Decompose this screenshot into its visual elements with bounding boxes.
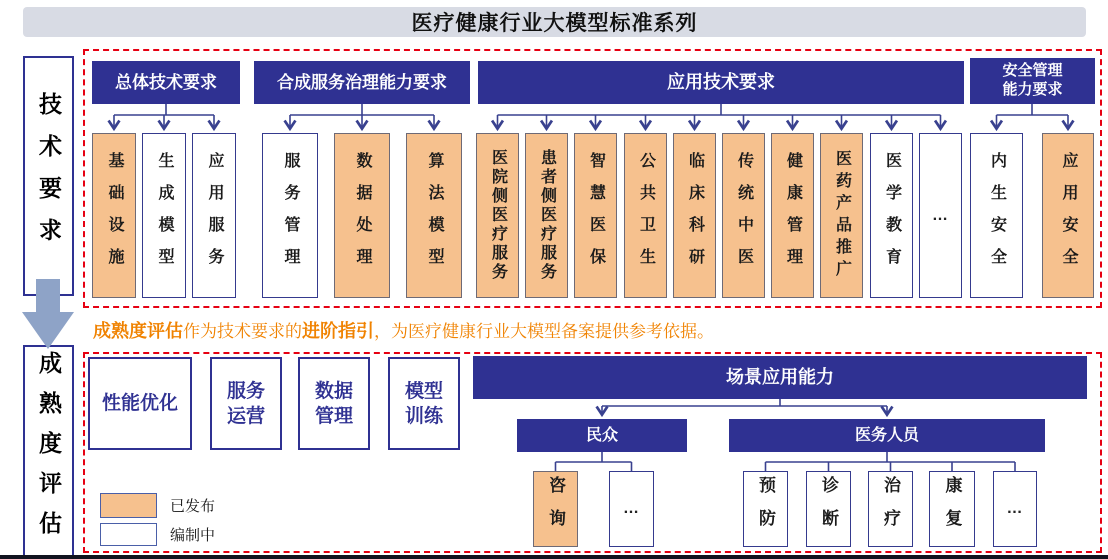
standard-box-clinical-research (673, 133, 716, 298)
standard-box-algorithm-model (406, 133, 462, 298)
standard-box-label: 应用安全 (1060, 151, 1077, 280)
scene-box-label: 康复 (942, 476, 962, 542)
standard-box-application-service (192, 133, 236, 298)
standard-box-intrinsic-security (970, 133, 1023, 298)
standard-box-infrastructure (92, 133, 136, 298)
scene-box-treatment (868, 471, 913, 547)
group-header-security-management-label: 安全管理能力要求 (1002, 62, 1063, 98)
legend-swatch-drafting (100, 523, 157, 546)
standard-box-label: 传统中医 (735, 151, 753, 280)
note-text-1: 作为技术要求的 (183, 322, 302, 341)
legend-swatch-published (100, 493, 157, 518)
maturity-box-label: 数据管理 (314, 380, 353, 427)
scene-group-header-public: 民众 (517, 419, 687, 452)
standard-box-medical-education (870, 133, 913, 298)
scene-box-label: 咨询 (546, 476, 565, 542)
maturity-box-performance: 性能优化 (88, 357, 192, 450)
scene-box-label: 治疗 (881, 476, 900, 542)
scene-box-label: 预防 (756, 476, 775, 542)
standard-box-label: 患者侧医疗服务 (538, 149, 556, 282)
group-header-security-management (970, 58, 1095, 104)
standard-box-application-security (1042, 133, 1094, 298)
maturity-box-service-operation (210, 357, 282, 450)
scene-box-prevention (743, 471, 788, 547)
maturity-box-label: 服务运营 (226, 380, 265, 427)
note-bold-1: 成熟度评估 (93, 321, 183, 341)
standard-box-label: 数据处理 (354, 151, 371, 280)
scene-box-rehabilitation (929, 471, 975, 547)
standard-box-smart-insurance (574, 133, 617, 298)
left-rail-tech-label: 技术要求 (36, 92, 62, 260)
legend-label-published: 已发布 (170, 498, 216, 515)
standard-box-more-applications (919, 133, 962, 298)
standard-box-pharma-promotion (820, 133, 863, 298)
ellipsis-label: … (1006, 500, 1024, 517)
standard-box-generative-model (142, 133, 186, 298)
standard-box-hospital-side (476, 133, 519, 298)
standard-box-label: 医院侧医疗服务 (489, 149, 507, 282)
scene-capability-header: 场景应用能力 (473, 356, 1087, 399)
legend-label-drafting: 编制中 (170, 527, 216, 544)
group-header-application-tech: 应用技术要求 (478, 61, 964, 104)
standard-box-label: 医学教育 (883, 151, 901, 280)
scene-box-staff-more (993, 471, 1037, 547)
standard-box-public-health (624, 133, 667, 298)
group-header-service-governance: 合成服务治理能力要求 (254, 61, 470, 104)
left-rail-maturity-evaluation (23, 345, 74, 557)
standard-box-label: 服务管理 (282, 151, 299, 280)
standard-box-label: 公共卫生 (637, 151, 655, 280)
standard-box-label: 健康管理 (784, 151, 802, 280)
standard-box-label: 医药产品推广 (833, 149, 851, 282)
standard-box-patient-side (525, 133, 568, 298)
scene-box-public-more (609, 471, 654, 547)
left-rail-maturity-label: 成熟度评估 (36, 351, 62, 551)
standard-box-label: 应用服务 (206, 151, 223, 280)
standard-box-label: 基础设施 (106, 151, 123, 280)
ellipsis-label: … (623, 500, 640, 517)
standard-box-label: 算法模型 (426, 151, 443, 280)
standard-box-service-management (262, 133, 318, 298)
left-rail-tech-requirements (23, 56, 74, 296)
scene-box-consultation (533, 471, 578, 547)
standard-box-label: 内生安全 (988, 151, 1006, 280)
standard-box-data-processing (334, 133, 390, 298)
scene-box-diagnosis (806, 471, 851, 547)
slide-bottom-edge (0, 555, 1108, 559)
standard-box-label: 临床科研 (686, 151, 704, 280)
standard-box-label: 智慧医保 (587, 151, 605, 280)
standard-box-traditional-medicine (722, 133, 765, 298)
group-header-overall-tech: 总体技术要求 (92, 61, 240, 104)
maturity-box-label: 模型训练 (404, 380, 443, 427)
standard-box-label: 生成模型 (156, 151, 173, 280)
maturity-box-model-training (388, 357, 460, 450)
note-text-2: ，为医疗健康行业大模型备案提供参考依据。 (374, 322, 714, 341)
page-title: 医疗健康行业大模型标准系列 (23, 7, 1086, 37)
maturity-note (93, 317, 714, 343)
standard-box-health-management (771, 133, 814, 298)
ellipsis-label: … (932, 206, 949, 224)
note-bold-2: 进阶指引 (302, 321, 374, 341)
scene-box-label: 诊断 (819, 476, 838, 542)
scene-group-header-medical-staff: 医务人员 (729, 419, 1045, 452)
maturity-box-data-management (298, 357, 370, 450)
